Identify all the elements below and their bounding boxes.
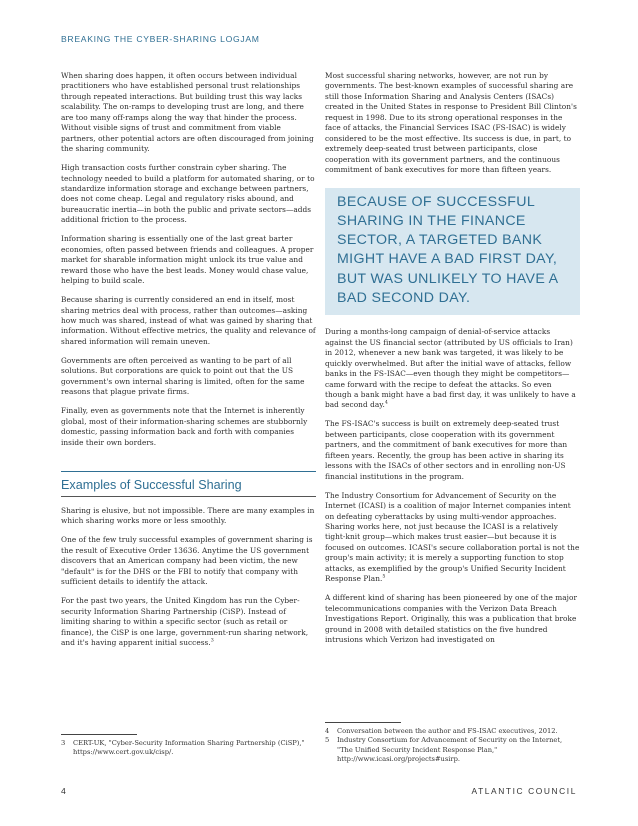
footnote-divider [61,734,137,735]
footnote-ref[interactable]: 4 [384,401,388,407]
running-header: BREAKING THE CYBER-SHARING LOGJAM [61,34,260,44]
section-divider [61,496,316,497]
paragraph: Sharing is elusive, but not impossible. There are many examples in which sharing works more or less smoothly. [61,506,315,526]
footnote-text: Conversation between the author and FS-ISAC executives, 2012. [337,727,558,735]
paragraph: When sharing does happen, it often occurs between individual practitioners who have established personal trust relationships through repeated interactions. But building trust this way lacks scalability. The on-ramps to developing trust are long, and there are too many off-ramps along the way that hinder the process. Without visible signs of trust and commitment from viable partners, other potential actors are often discouraged from joining the sharing community. [61,71,314,154]
paragraph [61,596,316,648]
paragraph-text: During a months-long campaign of denial-of-service attacks against the US financial sector (attributed by US officials to Iran) in 2012, whenever a new bank was targeted, it was likely to be quickly overwhelmed. But after the initial wave of attacks, fellow banks in the FS-ISAC—even though they might be competitors—came forward with the recipe to defeat the attacks. So even though a bank might have a bad first day, it was unlikely to have a bad second day. [325,327,576,410]
left-column [61,71,316,657]
footnote-text: CERT-UK, "Cyber-Security Information Sharing Partnership (CiSP)," https://www.cert.gov.uk/cisp/. [73,739,305,757]
footnotes-left [61,734,316,758]
footnote [325,727,580,736]
footnote-ref[interactable]: 5 [382,574,386,580]
paragraph: A different kind of sharing has been pioneered by one of the major telecommunications companies with the Verizon Data Breach Investigations Report. Originally, this was a publication that broke ground in 2008 with detailed statistics on the five hundred intrusions which Verizon had investigated on [325,593,578,645]
footnote-number: 5 [325,736,330,745]
footnote-number: 3 [61,739,66,747]
paragraph [325,491,580,585]
pull-quote: BECAUSE OF SUCCESSFUL SHARING IN THE FINANCE SECTOR, A TARGETED BANK MIGHT HAVE A BAD FIRST DAY, BUT WAS UNLIKELY TO HAVE A BAD SECOND DAY. [325,188,580,316]
paragraph: Governments are often perceived as wanting to be part of all solutions. But corporations are quick to point out that the US government's own internal sharing is limited, often for the same reasons that plague private firms. [61,355,305,397]
paragraph: Finally, even as governments note that the Internet is inherently global, most of their information-sharing schemes are stubbornly domestic, passing information back and forth with companies inside their own borders. [61,406,308,447]
footnote-ref[interactable]: 3 [210,638,214,644]
page-number: 4 [61,786,66,796]
paragraph: High transaction costs further constrain cyber sharing. The technology needed to build a platform for automated sharing, or to standardize information storage and exchange between partners, does not come cheap. Legal and regulatory risks abound, and bureaucratic inertia—in both the public and private sectors—adds additional friction to the process. [61,163,315,225]
footer-organization: ATLANTIC COUNCIL [471,786,577,796]
paragraph: One of the few truly successful examples of government sharing is the result of Executive Order 13636. Anytime the US government discovers that an American company had been victim, the new "default" is for the DHS or the FBI to notify that company with sufficient details to identify the attack. [61,535,313,587]
footnote [325,736,580,764]
paragraph: Information sharing is essentially one of the last great barter economies, often passed between friends and colleagues. A proper market for sharable information might unlock its true value and reward those who have the best leads. Money would chase value, helping to build scale. [61,234,314,286]
footnote-number: 4 [325,727,330,735]
footnote [61,739,316,758]
footnotes-right [325,722,580,765]
paragraph [325,327,580,411]
section-title: Examples of Successful Sharing [61,471,316,492]
footnote-text: Industry Consortium for Advancement of Security on the Internet, "The Unified Security Incident Response Plan," http://www.icasi.org/projects#usirp. [337,736,563,764]
right-column [325,71,580,654]
paragraph-text: The Industry Consortium for Advancement of Security on the Internet (ICASI) is a coalition of major Internet companies intent on defeating cyberattacks by using multi-vendor approaches. Sharing works here, not just because the ICASI is a relatively tight-knit group—which makes trust easier—but because it is focused on outcomes. ICASI's secure collaboration portal is not the group's main activity; it is merely a supporting function to stop attacks, as exemplified by the group's Unified Security Incident Response Plan. [325,490,580,584]
paragraph: Most successful sharing networks, however, are not run by governments. The best-known examples of successful sharing are still those Information Sharing and Analysis Centers (ISACs) created in the United States in response to President Bill Clinton's request in 1998. Due to its strong operational responses in the face of attacks, the Financial Services ISAC (FS-ISAC) is widely considered to be the most effective. Its success is due, in part, to extremely deep-seated trust between participants, close cooperation with its government partners, and the continuous commitment of bank executives for more than fifteen years. [325,71,577,175]
footnote-divider [325,722,401,723]
paragraph: Because sharing is currently considered an end in itself, most sharing metrics deal with process, rather than outcomes—asking how much was shared, instead of what was gained by sharing that information. Without effective metrics, the quality and relevance of shared information will remain uneven. [61,295,316,346]
paragraph: The FS-ISAC's success is built on extremely deep-seated trust between participants, close cooperation with its government partners, and the commitment of bank executives for more than fifteen years. Recently, the group has been active in sharing its lessons with the ISACs of other sectors and in enrolling non-US financial institutions in the program. [325,419,568,481]
paragraph-text: For the past two years, the United Kingdom has run the Cyber-security Information Sharing Partnership (CiSP). Instead of limiting sharing to within a specific sector (such as retail or finance), the CiSP is one large, government-run sharing network, and it's having apparent initial success. [61,596,309,647]
